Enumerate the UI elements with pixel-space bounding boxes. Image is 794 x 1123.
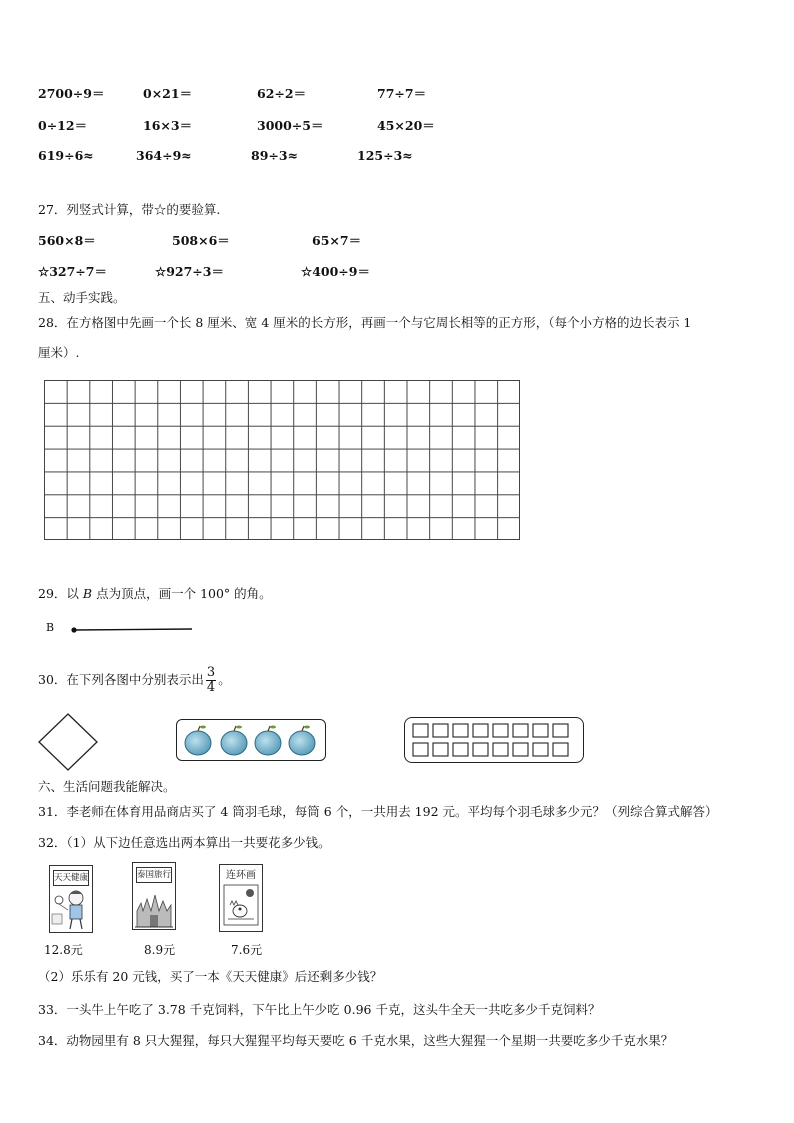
temple-icon	[133, 881, 175, 929]
calc-item: ☆400÷9＝	[301, 264, 370, 279]
q29-suffix: 的角。	[234, 586, 272, 601]
question-29	[38, 584, 272, 602]
calc-item: 364÷9≈	[136, 148, 192, 163]
book-price: 7.6元	[231, 943, 263, 957]
calc-item: 3000÷5＝	[257, 118, 324, 133]
q29-angle: 100°	[200, 586, 231, 601]
calc-item: 77÷7＝	[377, 86, 427, 101]
question-28-line1: 28．在方格图中先画一个长 8 厘米、宽 4 厘米的长方形，再画一个与它周长相等的正方形，（每个小方格的边长表示 1	[38, 315, 692, 330]
question-33: 33．一头牛上午吃了 3.78 千克饲料，下午比上午少吃 0.96 千克，这头牛全天一共吃多少千克饲料？	[38, 1002, 601, 1017]
question-27-title: 27．列竖式计算，带☆的要验算.	[38, 202, 221, 217]
calc-item: 89÷3≈	[251, 148, 299, 163]
fraction-numerator: 3	[206, 665, 216, 680]
calc-item: 508×6＝	[172, 233, 230, 248]
calc-item: 16×3＝	[143, 118, 193, 133]
calc-item: 560×8＝	[38, 233, 96, 248]
calc-item: 0×21＝	[143, 86, 193, 101]
square-grid[interactable]	[44, 380, 520, 540]
section-heading: 五、动手实践。	[38, 290, 126, 305]
section-heading: 六、生活问题我能解决。	[38, 779, 176, 794]
apple-icon	[221, 726, 247, 756]
book-title: 连环画	[223, 869, 259, 883]
question-34: 34．动物园里有 8 只大猩猩，每只大猩猩平均每天要吃 6 千克水果，这些大猩猩一个星期一共要吃多少千克水果？	[38, 1033, 674, 1048]
book-title: 泰国旅行	[136, 867, 172, 883]
q30-prefix: 30．在下列各图中分别表示出	[38, 672, 204, 687]
ray-line	[74, 629, 192, 630]
question-28-line2: 厘米）.	[38, 345, 80, 360]
book-price: 8.9元	[144, 943, 176, 957]
apples[interactable]	[176, 719, 326, 761]
question-31: 31．李老师在体育用品商店买了 4 筒羽毛球，每筒 6 个，一共用去 192 元。平均每个羽毛球多少元？（列综合算式解答）	[38, 804, 718, 819]
fraction-three-quarters	[206, 666, 216, 695]
apple-box	[176, 719, 326, 761]
question-30	[38, 665, 231, 695]
q29-middle: 点为顶点，画一个	[96, 586, 197, 601]
apple-icon	[289, 726, 315, 756]
q29-point-var: B	[82, 586, 93, 601]
q30-suffix: 。	[218, 672, 231, 687]
calc-item: ☆927÷3＝	[155, 264, 224, 279]
book-tiantian-jiankang[interactable]	[49, 865, 93, 933]
apple-icon	[255, 726, 281, 756]
small-squares[interactable]	[404, 717, 584, 763]
small-squares-box	[404, 717, 584, 763]
calc-item: 0÷12＝	[38, 118, 88, 133]
calc-item: 65×7＝	[312, 233, 362, 248]
calc-item: 619÷6≈	[38, 148, 94, 163]
apple-icon	[185, 726, 211, 756]
book-taiguo-lvxing[interactable]	[132, 862, 176, 930]
calc-item: ☆327÷7＝	[38, 264, 107, 279]
book-price: 12.8元	[44, 943, 83, 957]
bird-and-sun-icon	[220, 883, 262, 931]
point-b-label: B	[46, 621, 55, 634]
fraction-denominator: 4	[206, 680, 216, 695]
calc-item: 2700÷9＝	[38, 86, 105, 101]
diamond-shape[interactable]	[36, 712, 100, 772]
book-title: 天天健康	[53, 870, 89, 886]
question-32-part2: （2）乐乐有 20 元钱，买了一本《天天健康》后还剩多少钱？	[38, 969, 383, 984]
calc-item: 62÷2＝	[257, 86, 307, 101]
calc-item: 45×20＝	[377, 118, 435, 133]
calc-item: 125÷3≈	[357, 148, 413, 163]
q29-prefix: 29．以	[38, 586, 79, 601]
question-32-part1: 32．（1）从下边任意选出两本算出一共要花多少钱。	[38, 835, 331, 850]
child-with-balloon-icon	[50, 884, 92, 932]
ray-from-b	[68, 622, 198, 636]
book-lianhuanhua[interactable]	[219, 864, 263, 932]
